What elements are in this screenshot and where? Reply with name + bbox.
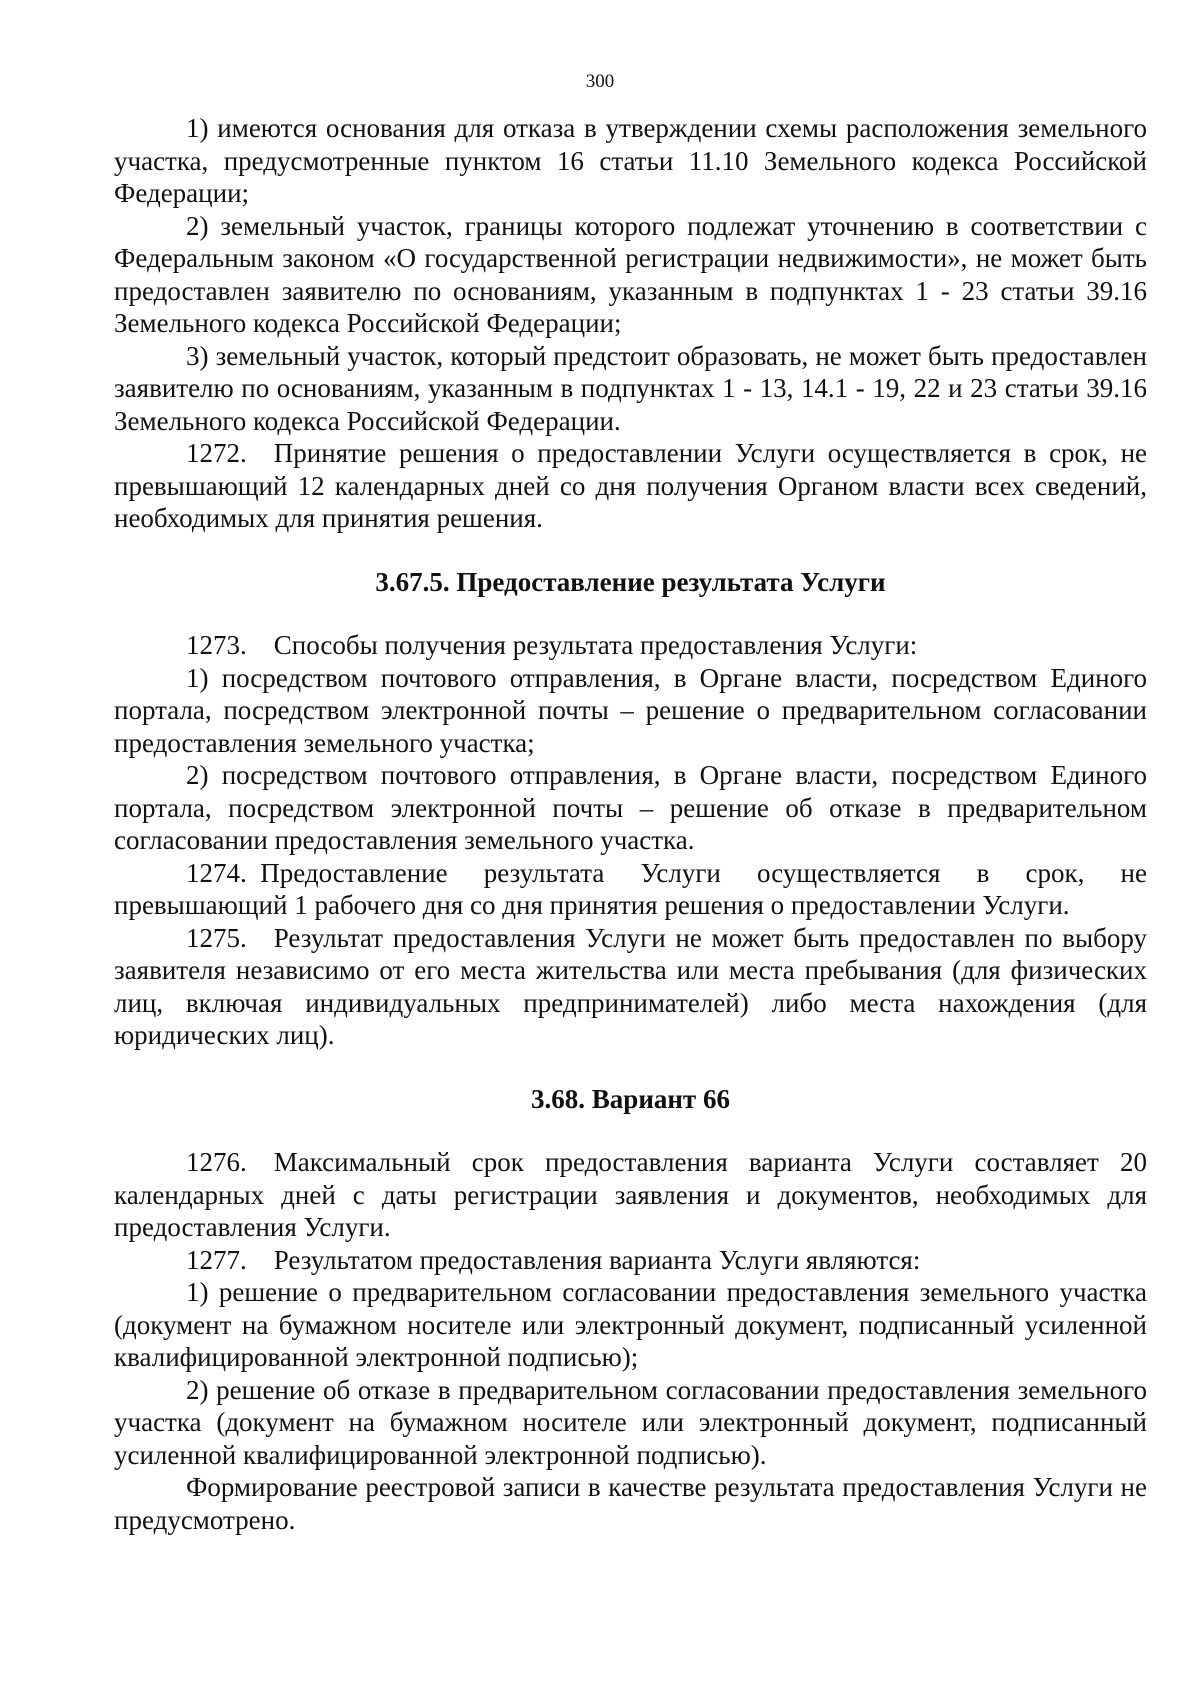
- paragraph-1273: 1273. Способы получения результата предоставления Услуги:: [186, 630, 918, 660]
- paragraph-1272: 1272. Принятие решения о предоставлении Услуги осуществляется в срок, не превышающий 12 календарных дней со дня получения Органом власти всех сведений, необходимых для принятия решения.: [114, 438, 1147, 533]
- paragraph-1277-1: 1) решение о предварительном согласовании предоставления земельного участка (документ на бумажном носителе или электронный документ, подписанный усиленной квалифицированной электронной подписью);: [114, 1277, 1147, 1372]
- paragraph-1-2: 2) земельный участок, границы которого подлежат уточнению в соответствии с Федеральным законом «О государственной регистрации недвижимости», не может быть предоставлен заявителю по основаниям, указанным в подпунктах 1 - 23 статьи 39.16 Земельного кодекса Российской Федерации;: [114, 210, 1147, 338]
- paragraph-1277: 1277. Результатом предоставления варианта Услуги являются:: [186, 1244, 921, 1275]
- document-body: [114, 112, 1147, 1536]
- paragraph-1276: 1276. Максимальный срок предоставления варианта Услуги составляет 20 календарных дней с даты регистрации заявления и документов, необходимых для предоставления Услуги.: [114, 1147, 1147, 1242]
- section-heading-3-67-5: 3.67.5. Предоставление результата Услуги: [375, 566, 886, 597]
- section-heading-3-68: 3.68. Вариант 66: [531, 1083, 730, 1114]
- paragraph-1273-2: 2) посредством почтового отправления, в Органе власти, посредством Единого портала, посредством электронной почты – решение об отказе в предварительном согласовании предоставления земельного участка.: [114, 760, 1147, 855]
- paragraph-1277-2: 2) решение об отказе в предварительном согласовании предоставления земельного участка (документ на бумажном носителе или электронный документ, подписанный усиленной квалифицированной электронной подписью).: [114, 1374, 1147, 1470]
- paragraph-1-1: 1) имеются основания для отказа в утверждении схемы расположения земельного участка, предусмотренные пунктом 16 статьи 11.10 Земельного кодекса Российской Федерации;: [114, 113, 1147, 208]
- paragraph-registry-note: Формирование реестровой записи в качестве результата предоставления Услуги не предусмотрено.: [114, 1472, 1147, 1535]
- paragraph-1275: 1275. Результат предоставления Услуги не может быть предоставлен по выбору заявителя независимо от его места жительства или места пребывания (для физических лиц, включая индивидуальных предпринимателей) либо места нахождения (для юридических лиц).: [114, 922, 1147, 1050]
- paragraph-1274: 1274. Предоставление результата Услуги осуществляется в срок, не превышающий 1 рабочего дня со дня принятия решения о предоставлении Услуги.: [114, 857, 1147, 920]
- paragraph-1273-1: 1) посредством почтового отправления, в Органе власти, посредством Единого портала, посредством электронной почты – решение о предварительном согласовании предоставления земельного участка;: [114, 662, 1147, 758]
- page-number: 300: [585, 71, 615, 92]
- paragraph-1-3: 3) земельный участок, который предстоит образовать, не может быть предоставлен заявителю по основаниям, указанным в подпунктах 1 - 13, 14.1 - 19, 22 и 23 статьи 39.16 Земельного кодекса Российской Федерации.: [114, 340, 1147, 436]
